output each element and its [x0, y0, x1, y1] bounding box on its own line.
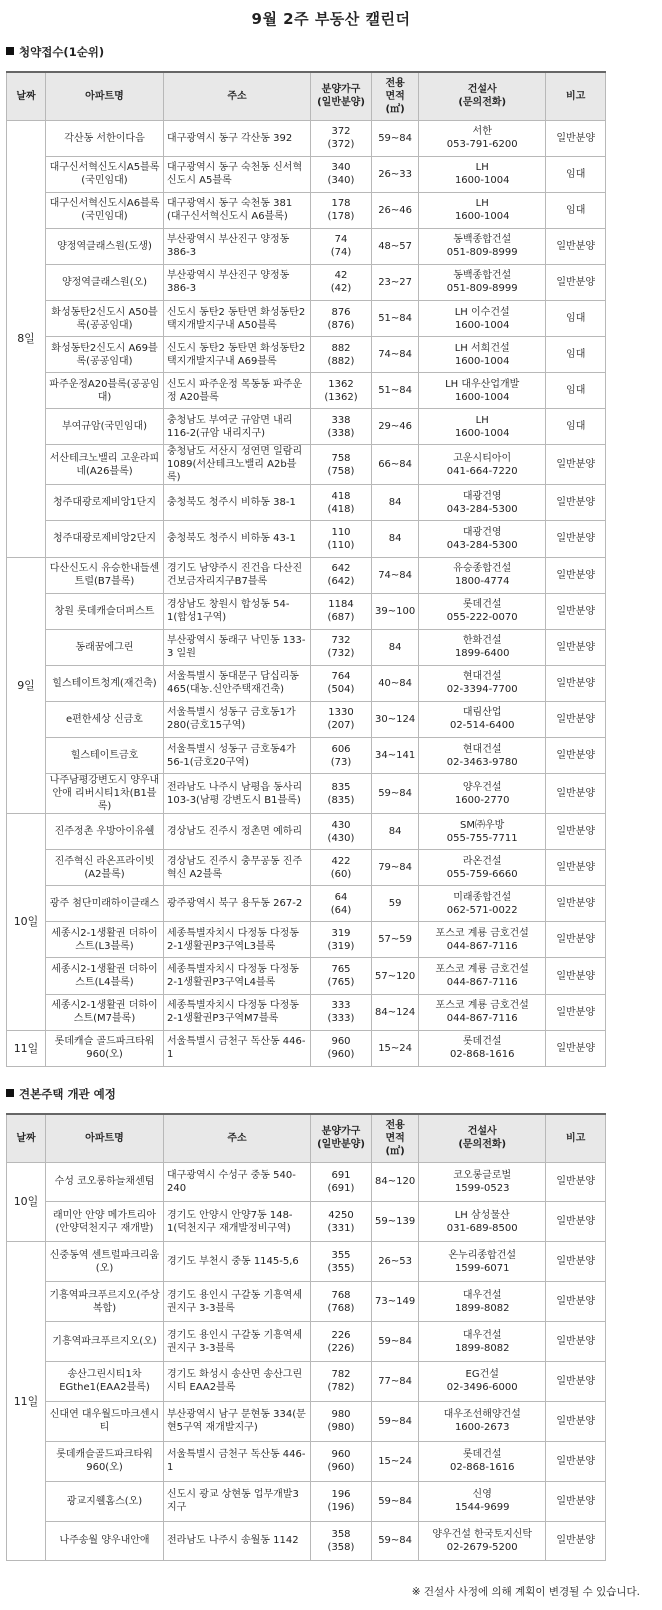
addr-cell: 서울특별시 성동구 금호동1가 280(금호15구역) — [164, 701, 311, 737]
note-cell: 일반분양 — [546, 1441, 606, 1481]
apt-cell: 광주 첨단미래하이클래스 — [46, 886, 164, 922]
area-cell: 59 — [372, 886, 419, 922]
addr-cell: 대구광역시 동구 각산동 392 — [164, 120, 311, 156]
apt-cell: 서산테크노밸리 고운라피네(A26블록) — [46, 445, 164, 485]
header-builder: 건설사 (문의전화) — [419, 1114, 546, 1162]
note-cell: 임대 — [546, 373, 606, 409]
addr-cell: 경기도 부천시 중동 1145-5,6 — [164, 1242, 311, 1282]
builder-cell: LH 1600-1004 — [419, 192, 546, 228]
note-cell: 일반분양 — [546, 1481, 606, 1521]
table-row — [7, 192, 606, 228]
apt-cell: 화성동탄2신도시 A69블록(공공임대) — [46, 337, 164, 373]
units-cell: 642 (642) — [311, 557, 372, 593]
note-cell: 일반분양 — [546, 1401, 606, 1441]
builder-cell: 한화건설 1899-6400 — [419, 629, 546, 665]
table-row — [7, 337, 606, 373]
addr-cell: 광주광역시 북구 용두동 267-2 — [164, 886, 311, 922]
builder-cell: LH 1600-1004 — [419, 156, 546, 192]
area-cell: 74~84 — [372, 337, 419, 373]
note-cell: 일반분양 — [546, 521, 606, 557]
builder-cell: 롯데건설 055-222-0070 — [419, 593, 546, 629]
area-cell: 34~141 — [372, 738, 419, 774]
builder-cell: 대우건설 1899-8082 — [419, 1322, 546, 1362]
builder-cell: LH 삼성물산 031-689-8500 — [419, 1202, 546, 1242]
addr-cell: 부산광역시 부산진구 양정동 386-3 — [164, 264, 311, 300]
units-cell: 882 (882) — [311, 337, 372, 373]
builder-cell: LH 1600-1004 — [419, 409, 546, 445]
date-cell: 10일 — [7, 814, 46, 1031]
table-row — [7, 814, 606, 850]
area-cell: 59~84 — [372, 1322, 419, 1362]
units-cell: 42 (42) — [311, 264, 372, 300]
builder-cell: 라온건설 055-759-6660 — [419, 850, 546, 886]
builder-cell: 대우건설 1899-8082 — [419, 1282, 546, 1322]
header-note: 비고 — [546, 72, 606, 120]
note-cell: 일반분양 — [546, 958, 606, 994]
table-row — [7, 1322, 606, 1362]
table-row — [7, 264, 606, 300]
builder-cell: 서한 053-791-6200 — [419, 120, 546, 156]
date-cell: 11일 — [7, 1030, 46, 1066]
addr-cell: 전라남도 나주시 송월동 1142 — [164, 1521, 311, 1561]
table-row — [7, 665, 606, 701]
note-cell: 일반분양 — [546, 557, 606, 593]
apt-cell: 화성동탄2신도시 A50블록(공공임대) — [46, 300, 164, 336]
area-cell: 59~84 — [372, 1481, 419, 1521]
table-row — [7, 557, 606, 593]
addr-cell: 전라남도 나주시 남평읍 동사리 103-3(남평 강변도시 B1블록) — [164, 774, 311, 814]
date-cell: 11일 — [7, 1242, 46, 1561]
area-cell: 73~149 — [372, 1282, 419, 1322]
addr-cell: 경상남도 진주시 정촌면 예하리 — [164, 814, 311, 850]
apt-cell: 롯데캐슬 골드파크타워960(오) — [46, 1030, 164, 1066]
addr-cell: 부산광역시 부산진구 양정동 386-3 — [164, 228, 311, 264]
table-row — [7, 994, 606, 1030]
apt-cell: 다산신도시 유승한내들센트럴(B7블록) — [46, 557, 164, 593]
note-cell: 일반분양 — [546, 1521, 606, 1561]
apt-cell: 신대연 대우월드마크센시티 — [46, 1401, 164, 1441]
units-cell: 1184 (687) — [311, 593, 372, 629]
builder-cell: LH 서희건설 1600-1004 — [419, 337, 546, 373]
apt-cell: 신중동역 센트럴파크리움(오) — [46, 1242, 164, 1282]
units-cell: 422 (60) — [311, 850, 372, 886]
table-row — [7, 701, 606, 737]
addr-cell: 충청북도 청주시 비하동 43-1 — [164, 521, 311, 557]
area-cell: 51~84 — [372, 373, 419, 409]
apt-cell: 세종시2-1생활권 더하이스트(L4블록) — [46, 958, 164, 994]
apt-cell: e편한세상 신금호 — [46, 701, 164, 737]
area-cell: 26~33 — [372, 156, 419, 192]
area-cell: 26~46 — [372, 192, 419, 228]
units-cell: 835 (835) — [311, 774, 372, 814]
table-row — [7, 228, 606, 264]
builder-cell: 고운시티아이 041-664-7220 — [419, 445, 546, 485]
units-cell: 764 (504) — [311, 665, 372, 701]
area-cell: 84~124 — [372, 994, 419, 1030]
date-cell: 8일 — [7, 120, 46, 557]
area-cell: 84~120 — [372, 1162, 419, 1202]
units-cell: 606 (73) — [311, 738, 372, 774]
addr-cell: 경기도 화성시 송산면 송산그린시티 EAA2블록 — [164, 1361, 311, 1401]
units-cell: 355 (355) — [311, 1242, 372, 1282]
area-cell: 57~59 — [372, 922, 419, 958]
apt-cell: 나주송월 양우내안애 — [46, 1521, 164, 1561]
table-row — [7, 485, 606, 521]
addr-cell: 경상남도 창원시 합성동 54-1(합성1구역) — [164, 593, 311, 629]
units-cell: 732 (732) — [311, 629, 372, 665]
builder-cell: 현대건설 02-3394-7700 — [419, 665, 546, 701]
addr-cell: 신도시 광교 상현동 업무개발3지구 — [164, 1481, 311, 1521]
header-date: 날짜 — [7, 1114, 46, 1162]
addr-cell: 부산광역시 동래구 낙민동 133-3 일원 — [164, 629, 311, 665]
units-cell: 980 (980) — [311, 1401, 372, 1441]
area-cell: 74~84 — [372, 557, 419, 593]
section2-header — [6, 1086, 116, 1102]
table-row — [7, 1521, 606, 1561]
apt-cell: 세종시2-1생활권 더하이스트(M7블록) — [46, 994, 164, 1030]
units-cell: 338 (338) — [311, 409, 372, 445]
header-area: 전용 면적 (㎡) — [372, 72, 419, 120]
note-cell: 일반분양 — [546, 228, 606, 264]
table-row — [7, 1162, 606, 1202]
header-units: 분양가구 (일반분양) — [311, 72, 372, 120]
area-cell: 48~57 — [372, 228, 419, 264]
area-cell: 51~84 — [372, 300, 419, 336]
units-cell: 765 (765) — [311, 958, 372, 994]
table-row — [7, 738, 606, 774]
table-row — [7, 1401, 606, 1441]
units-cell: 196 (196) — [311, 1481, 372, 1521]
table-row — [7, 1441, 606, 1481]
area-cell: 66~84 — [372, 445, 419, 485]
table-row — [7, 629, 606, 665]
area-cell: 59~84 — [372, 1401, 419, 1441]
apt-cell: 롯데캐슬골드파크타워960(오) — [46, 1441, 164, 1481]
area-cell: 15~24 — [372, 1441, 419, 1481]
builder-cell: 대광건영 043-284-5300 — [419, 485, 546, 521]
units-cell: 4250 (331) — [311, 1202, 372, 1242]
header-apt: 아파트명 — [46, 72, 164, 120]
addr-cell: 대구광역시 동구 숙천동 381 (대구신서혁신도시 A6블록) — [164, 192, 311, 228]
table-row — [7, 593, 606, 629]
header-apt: 아파트명 — [46, 1114, 164, 1162]
table-row — [7, 120, 606, 156]
table-row — [7, 1242, 606, 1282]
note-cell: 일반분양 — [546, 593, 606, 629]
units-cell: 1330 (207) — [311, 701, 372, 737]
table-row — [7, 850, 606, 886]
apt-cell: 힐스테이트금호 — [46, 738, 164, 774]
note-cell: 일반분양 — [546, 120, 606, 156]
note-cell: 일반분양 — [546, 886, 606, 922]
apt-cell: 기흥역파크푸르지오(오) — [46, 1322, 164, 1362]
table-row — [7, 1030, 606, 1066]
addr-cell: 서울특별시 금천구 독산동 446-1 — [164, 1441, 311, 1481]
addr-cell: 부산광역시 남구 문현동 334(문현5구역 재개발지구) — [164, 1401, 311, 1441]
area-cell: 39~100 — [372, 593, 419, 629]
builder-cell: EG건설 02-3496-6000 — [419, 1361, 546, 1401]
addr-cell: 충청북도 청주시 비하동 38-1 — [164, 485, 311, 521]
apt-cell: 대구신서혁신도시A6블록(국민임대) — [46, 192, 164, 228]
note-cell: 일반분양 — [546, 1030, 606, 1066]
area-cell: 59~84 — [372, 120, 419, 156]
header-note: 비고 — [546, 1114, 606, 1162]
header-area: 전용 면적 (㎡) — [372, 1114, 419, 1162]
builder-cell: 양우건설 1600-2770 — [419, 774, 546, 814]
addr-cell: 경기도 용인시 구갈동 기흥역세권지구 3-3블록 — [164, 1322, 311, 1362]
note-cell: 일반분양 — [546, 738, 606, 774]
builder-cell: 양우건설 한국토지신탁 02-2679-5200 — [419, 1521, 546, 1561]
bullet-square-icon — [6, 1089, 14, 1097]
addr-cell: 경기도 남양주시 진건읍 다산진건보금자리지구B7블록 — [164, 557, 311, 593]
addr-cell: 서울특별시 성동구 금호동4가 56-1(금호20구역) — [164, 738, 311, 774]
section2-title: 견본주택 개관 예정 — [19, 1087, 116, 1101]
area-cell: 57~120 — [372, 958, 419, 994]
addr-cell: 경기도 안양시 안양7동 148-1(덕천지구 재개발정비구역) — [164, 1202, 311, 1242]
addr-cell: 대구광역시 수성구 중동 540-240 — [164, 1162, 311, 1202]
units-cell: 333 (333) — [311, 994, 372, 1030]
note-cell: 임대 — [546, 300, 606, 336]
builder-cell: 대림산업 02-514-6400 — [419, 701, 546, 737]
area-cell: 15~24 — [372, 1030, 419, 1066]
area-cell: 84 — [372, 521, 419, 557]
table-row — [7, 922, 606, 958]
table-row — [7, 886, 606, 922]
units-cell: 418 (418) — [311, 485, 372, 521]
addr-cell: 세종특별자치시 다정동 다정동 2-1생활권P3구역L4블록 — [164, 958, 311, 994]
area-cell: 40~84 — [372, 665, 419, 701]
header-date: 날짜 — [7, 72, 46, 120]
header-builder: 건설사 (문의전화) — [419, 72, 546, 120]
apt-cell: 래미안 안양 메가트리아(안양덕천지구 재개발) — [46, 1202, 164, 1242]
addr-cell: 세종특별자치시 다정동 다정동 2-1생활권P3구역M7블록 — [164, 994, 311, 1030]
note-cell: 일반분양 — [546, 774, 606, 814]
table-row — [7, 958, 606, 994]
note-cell: 일반분양 — [546, 629, 606, 665]
units-cell: 110 (110) — [311, 521, 372, 557]
note-cell: 일반분양 — [546, 814, 606, 850]
note-cell: 일반분양 — [546, 665, 606, 701]
apt-cell: 각산동 서한이다음 — [46, 120, 164, 156]
area-cell: 59~84 — [372, 1521, 419, 1561]
apt-cell: 세종시2-1생활권 더하이스트(L3블록) — [46, 922, 164, 958]
apt-cell: 청주대광로제비앙1단지 — [46, 485, 164, 521]
header-addr: 주소 — [164, 72, 311, 120]
units-cell: 226 (226) — [311, 1322, 372, 1362]
addr-cell: 서울특별시 동대문구 답십리동 465(대농.신안주택재건축) — [164, 665, 311, 701]
table-row — [7, 774, 606, 814]
area-cell: 29~46 — [372, 409, 419, 445]
section1-title: 청약접수(1순위) — [19, 45, 105, 59]
area-cell: 26~53 — [372, 1242, 419, 1282]
footnote: ※ 건설사 사정에 의해 계획이 변경될 수 있습니다. — [411, 1586, 640, 1598]
table-row — [7, 1361, 606, 1401]
builder-cell: 대광건영 043-284-5300 — [419, 521, 546, 557]
units-cell: 960 (960) — [311, 1030, 372, 1066]
addr-cell: 신도시 동탄2 동탄면 화성동탄2택지개발지구내 A69블록 — [164, 337, 311, 373]
table-row — [7, 1282, 606, 1322]
units-cell: 782 (782) — [311, 1361, 372, 1401]
builder-cell: 동백종합건설 051-809-8999 — [419, 228, 546, 264]
section2-table-grid — [6, 1113, 606, 1561]
addr-cell: 신도시 동탄2 동탄면 화성동탄2택지개발지구내 A50블록 — [164, 300, 311, 336]
note-cell: 일반분양 — [546, 1162, 606, 1202]
note-cell: 일반분양 — [546, 922, 606, 958]
apt-cell: 대구신서혁신도시A5블록(국민임대) — [46, 156, 164, 192]
builder-cell: 유승종합건설 1800-4774 — [419, 557, 546, 593]
addr-cell: 서울특별시 금천구 독산동 446-1 — [164, 1030, 311, 1066]
note-cell: 일반분양 — [546, 1282, 606, 1322]
area-cell: 84 — [372, 629, 419, 665]
apt-cell: 수성 코오롱하늘채센텀 — [46, 1162, 164, 1202]
apt-cell: 창원 롯데캐슬더퍼스트 — [46, 593, 164, 629]
area-cell: 23~27 — [372, 264, 419, 300]
apt-cell: 동래꿈에그린 — [46, 629, 164, 665]
section1-table-grid — [6, 71, 606, 1067]
note-cell: 일반분양 — [546, 485, 606, 521]
table-row — [7, 445, 606, 485]
addr-cell: 충청남도 서산시 성연면 일람리 1089(서산테크노밸리 A2b블록) — [164, 445, 311, 485]
note-cell: 임대 — [546, 337, 606, 373]
builder-cell: 롯데건설 02-868-1616 — [419, 1441, 546, 1481]
table-row — [7, 300, 606, 336]
note-cell: 일반분양 — [546, 850, 606, 886]
addr-cell: 경상남도 진주시 충무공동 진주혁신 A2블록 — [164, 850, 311, 886]
date-cell: 9일 — [7, 557, 46, 814]
units-cell: 430 (430) — [311, 814, 372, 850]
area-cell: 84 — [372, 814, 419, 850]
note-cell: 일반분양 — [546, 264, 606, 300]
builder-cell: 현대건설 02-3463-9780 — [419, 738, 546, 774]
units-cell: 372 (372) — [311, 120, 372, 156]
units-cell: 758 (758) — [311, 445, 372, 485]
units-cell: 691 (691) — [311, 1162, 372, 1202]
units-cell: 64 (64) — [311, 886, 372, 922]
note-cell: 임대 — [546, 156, 606, 192]
note-cell: 임대 — [546, 192, 606, 228]
apt-cell: 파주운정A20블록(공공임대) — [46, 373, 164, 409]
builder-cell: 신영 1544-9699 — [419, 1481, 546, 1521]
units-cell: 74 (74) — [311, 228, 372, 264]
area-cell: 59~84 — [372, 774, 419, 814]
addr-cell: 대구광역시 동구 숙천동 신서혁신도시 A5블록 — [164, 156, 311, 192]
addr-cell: 세종특별자치시 다정동 다정동 2-1생활권P3구역L3블록 — [164, 922, 311, 958]
note-cell: 일반분양 — [546, 1322, 606, 1362]
builder-cell: 대우조선해양건설 1600-2673 — [419, 1401, 546, 1441]
addr-cell: 신도시 파주운정 목동동 파주운정 A20블록 — [164, 373, 311, 409]
addr-cell: 경기도 용인시 구갈동 기흥역세권지구 3-3블록 — [164, 1282, 311, 1322]
area-cell: 59~139 — [372, 1202, 419, 1242]
builder-cell: LH 이수건설 1600-1004 — [419, 300, 546, 336]
note-cell: 일반분양 — [546, 1202, 606, 1242]
note-cell: 일반분양 — [546, 1242, 606, 1282]
builder-cell: SM㈜우방 055-755-7711 — [419, 814, 546, 850]
table-row — [7, 1202, 606, 1242]
builder-cell: 포스코 계룡 금호건설 044-867-7116 — [419, 958, 546, 994]
note-cell: 일반분양 — [546, 994, 606, 1030]
table-row — [7, 521, 606, 557]
table-row — [7, 1481, 606, 1521]
area-cell: 79~84 — [372, 850, 419, 886]
builder-cell: 동백종합건설 051-809-8999 — [419, 264, 546, 300]
builder-cell: 포스코 계룡 금호건설 044-867-7116 — [419, 922, 546, 958]
area-cell: 30~124 — [372, 701, 419, 737]
builder-cell: 코오롱글로벌 1599-0523 — [419, 1162, 546, 1202]
apt-cell: 양정역클래스원(오) — [46, 264, 164, 300]
section1-header — [6, 44, 104, 60]
header-addr: 주소 — [164, 1114, 311, 1162]
date-cell: 10일 — [7, 1162, 46, 1242]
area-cell: 77~84 — [372, 1361, 419, 1401]
builder-cell: 롯데건설 02-868-1616 — [419, 1030, 546, 1066]
table-row — [7, 156, 606, 192]
units-cell: 319 (319) — [311, 922, 372, 958]
apt-cell: 진주정촌 우방아이유쉘 — [46, 814, 164, 850]
apt-cell: 송산그린시티1차 EGthe1(EAA2블록) — [46, 1361, 164, 1401]
apt-cell: 진주혁신 라온프라이빗(A2블록) — [46, 850, 164, 886]
area-cell: 84 — [372, 485, 419, 521]
bullet-square-icon — [6, 47, 14, 55]
note-cell: 일반분양 — [546, 1361, 606, 1401]
apt-cell: 힐스테이트청계(재건축) — [46, 665, 164, 701]
builder-cell: 포스코 계룡 금호건설 044-867-7116 — [419, 994, 546, 1030]
apt-cell: 청주대광로제비앙2단지 — [46, 521, 164, 557]
table-row — [7, 409, 606, 445]
header-units: 분양가구 (일반분양) — [311, 1114, 372, 1162]
apt-cell: 나주남평강변도시 양우내안애 리버시티1차(B1블록) — [46, 774, 164, 814]
units-cell: 340 (340) — [311, 156, 372, 192]
page-title: 9월 2주 부동산 캘린더 — [251, 10, 411, 28]
note-cell: 일반분양 — [546, 701, 606, 737]
note-cell: 임대 — [546, 409, 606, 445]
units-cell: 1362 (1362) — [311, 373, 372, 409]
note-cell: 일반분양 — [546, 445, 606, 485]
apt-cell: 양정역클래스원(도생) — [46, 228, 164, 264]
units-cell: 960 (960) — [311, 1441, 372, 1481]
builder-cell: 미래종합건설 062-571-0022 — [419, 886, 546, 922]
units-cell: 358 (358) — [311, 1521, 372, 1561]
units-cell: 876 (876) — [311, 300, 372, 336]
units-cell: 768 (768) — [311, 1282, 372, 1322]
builder-cell: 온누리종합건설 1599-6071 — [419, 1242, 546, 1282]
table-row — [7, 373, 606, 409]
apt-cell: 부여규암(국민임대) — [46, 409, 164, 445]
builder-cell: LH 대우산업개발 1600-1004 — [419, 373, 546, 409]
units-cell: 178 (178) — [311, 192, 372, 228]
apt-cell: 광교지웰홈스(오) — [46, 1481, 164, 1521]
apt-cell: 기흥역파크푸르지오(주상복합) — [46, 1282, 164, 1322]
addr-cell: 충청남도 부여군 규암면 내리 116-2(규암 내리지구) — [164, 409, 311, 445]
